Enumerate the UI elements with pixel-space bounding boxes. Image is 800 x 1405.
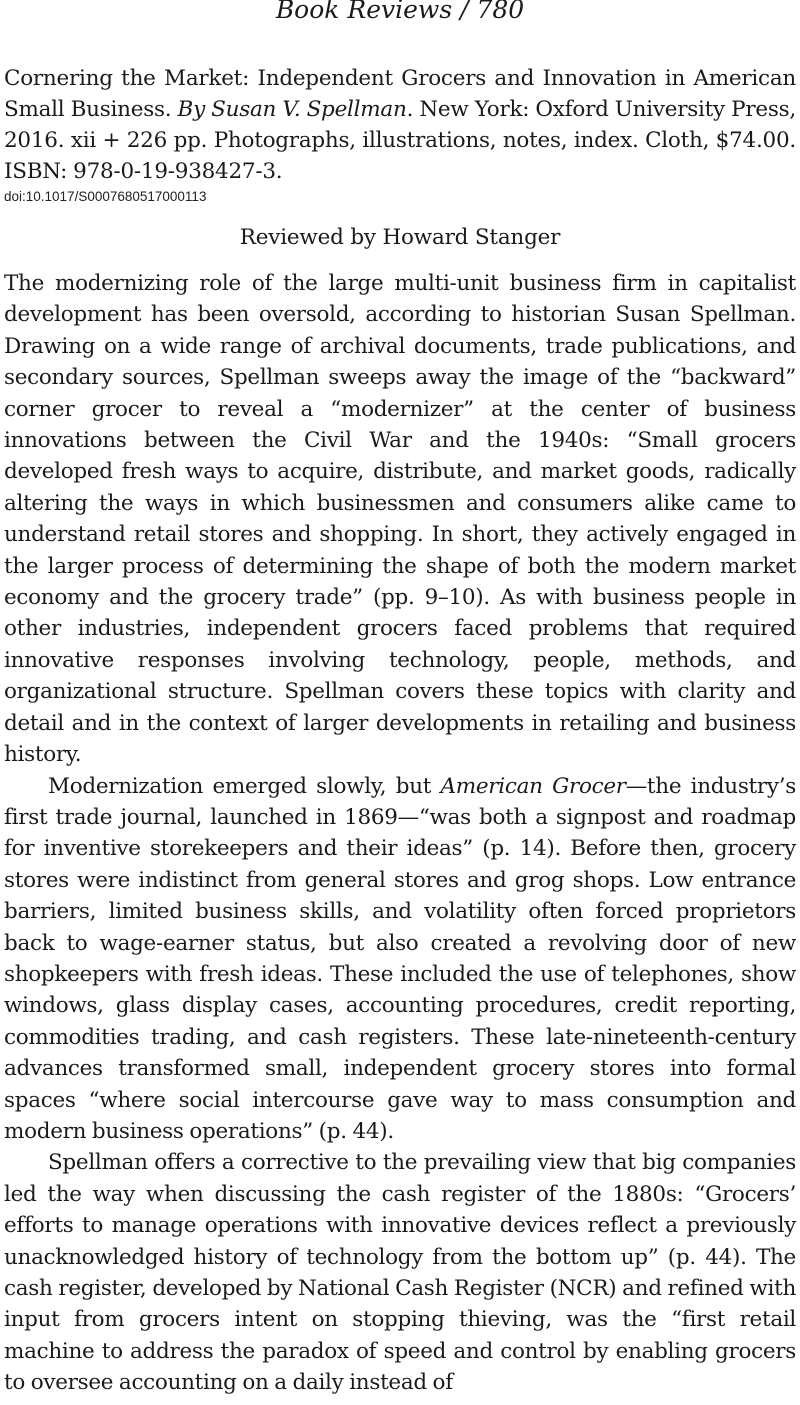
doi-link[interactable]: doi:10.1017/S0007680517000113 <box>4 189 207 204</box>
book-title: Cornering the Market: Independent Grocers and Innovation in American Small Business. <box>4 66 796 122</box>
paragraph-2-text: —the industry’s first trade journal, launched in 1869—“was both a signpost and roadmap for inventive storekeepers and their ideas” (p. 14). Before then, grocery stores were indistinct from general stores and grog shops. Low entrance barriers, limited business skills, and volatility often forced proprietors back to wage-earner status, but also created a revolving door of new shopkeepers with fresh ideas. These included the use of telephones, show windows, glass display cases, accounting procedures, credit reporting, commodities trading, and cash registers. These late-nineteenth-century advances transformed small, independent grocery stores into formal spaces “where social intercourse gave way to mass consumption and modern business operations” (p. 44). <box>4 773 796 1144</box>
reviewer-line: Reviewed by Howard Stanger <box>239 225 561 250</box>
book-citation <box>4 63 796 187</box>
citation-separator: . <box>406 97 420 122</box>
book-author: By Susan V. Spellman <box>177 97 407 122</box>
paragraph-3: Spellman offers a corrective to the prevailing view that big companies led the way when discussing the cash register of the 1880s: “Grocers’ efforts to manage operations with innovative devices reflect a previously unacknowledged history of technology from the bottom up” (p. 44). The cash register, developed by National Cash Register (NCR) and refined with input from grocers intent on stopping thieving, was the “first retail machine to address the paradox of speed and control by enabling grocers to oversee accounting on a daily instead of <box>4 1150 796 1396</box>
publication-details: New York: Oxford University Press, 2016. xii + 226 pp. Photographs, illustrations, notes, index. Cloth, $74.00. ISBN: 978-0-19-938427-3. <box>4 97 796 184</box>
review-body <box>4 268 796 1399</box>
paragraph-2 <box>4 771 796 1148</box>
running-head: Book Reviews / 780 <box>275 0 525 24</box>
paragraph-2-lead: Modernization emerged slowly, but <box>48 773 441 799</box>
journal-title: American Grocer <box>440 773 626 799</box>
paragraph-1: The modernizing role of the large multi-unit business firm in capitalist development has been oversold, according to historian Susan Spellman. Drawing on a wide range of archival documents, trade publications, and secondary sources, Spellman sweeps away the image of the “backward” corner grocer to reveal a “modernizer” at the center of business innovations between the Civil War and the 1940s: “Small grocers developed fresh ways to acquire, distribute, and market goods, radically altering the ways in which businessmen and consumers alike came to understand retail stores and shopping. In short, they actively engaged in the larger process of determining the shape of both the modern market economy and the grocery trade” (pp. 9–10). As with business people in other industries, independent grocers faced problems that required innovative responses involving technology, people, methods, and organizational structure. Spellman covers these topics with clarity and detail and in the context of larger developments in retailing and business history. <box>4 271 796 768</box>
